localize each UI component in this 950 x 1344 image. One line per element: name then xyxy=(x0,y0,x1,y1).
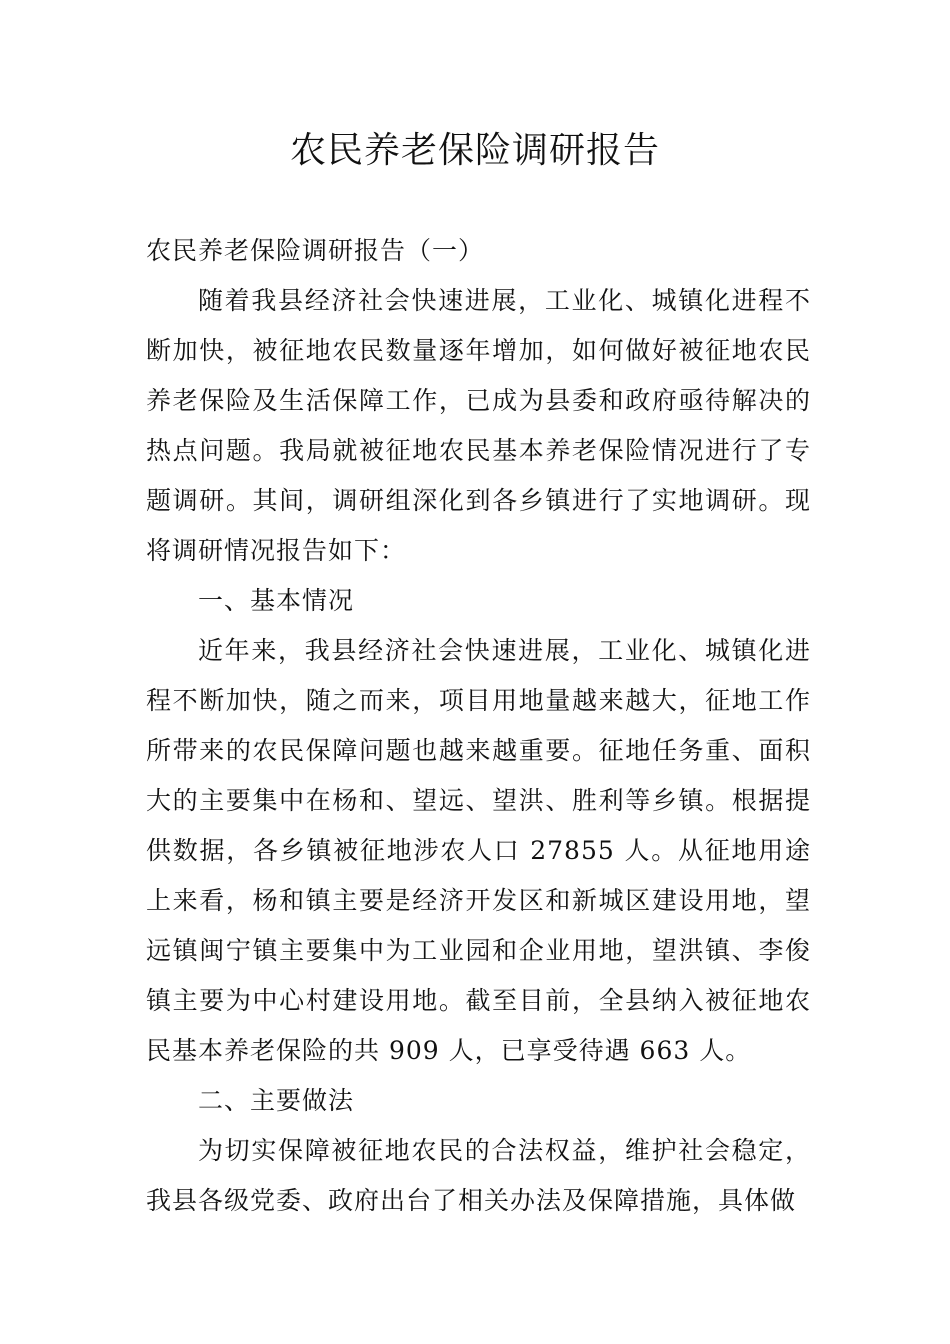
document-title: 农民养老保险调研报告 xyxy=(289,130,660,171)
report-subtitle: 农民养老保险调研报告（一） xyxy=(146,236,485,265)
basic-situation-paragraph: 近年来，我县经济社会快速进展，工业化、城镇化进程不断加快，随之而来，项目用地量越来越大，征地工作所带来的农民保障问题也越来越重要。征地任务重、面积大的主要集中在杨和、望远、望洪、胜利等乡镇。根据提供数据，各乡镇被征地涉农人口 27855 人。从征地用途上来看，杨和镇主要是经济开发区和新城区建设用地，望远镇闽宁镇主要集中为工业园和企业用地，望洪镇、李俊镇主要为中心村建设用地。截至目前，全县纳入被征地农民基本养老保险的共 909 人，已享受待遇 663 人。 xyxy=(146,636,811,1065)
document-body xyxy=(146,226,811,1226)
section-heading-main-practices: 二、主要做法 xyxy=(198,1086,355,1115)
main-practices-paragraph: 为切实保障被征地农民的合法权益，维护社会稳定，我县各级党委、政府出台了相关办法及保障措施，具体做 xyxy=(146,1136,811,1215)
intro-paragraph: 随着我县经济社会快速进展，工业化、城镇化进程不断加快，被征地农民数量逐年增加，如何做好被征地农民养老保险及生活保障工作，已成为县委和政府亟待解决的热点问题。我局就被征地农民基本养老保险情况进行了专题调研。其间，调研组深化到各乡镇进行了实地调研。现将调研情况报告如下： xyxy=(146,286,811,565)
section-heading-basic-situation: 一、基本情况 xyxy=(198,586,355,615)
